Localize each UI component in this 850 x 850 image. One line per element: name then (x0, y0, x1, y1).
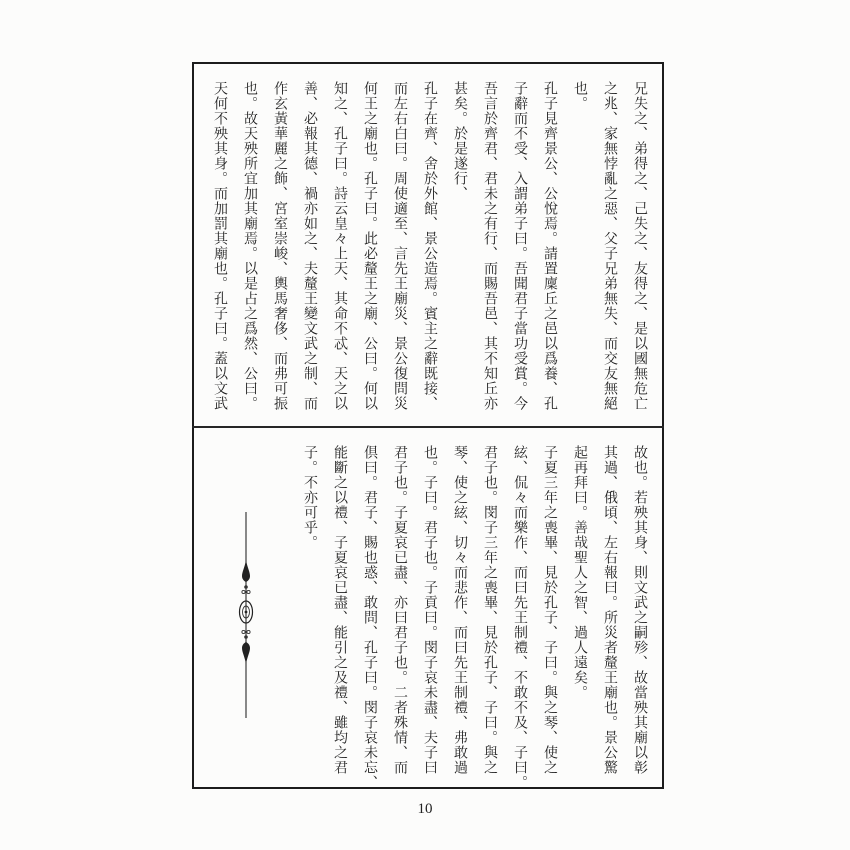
text-column: 甚矣。於是遂行、 (452, 81, 468, 201)
text-column: 起再拜曰。善哉聖人之智、過人遠矣。 (572, 445, 588, 700)
text-column: 孔子在齊、舍於外館、景公造焉。賓主之辭既接、 (422, 81, 438, 411)
text-column: 也。故天殃所宜加其廟焉。以是占之爲然、公曰。 (242, 81, 258, 411)
text-column: 君子也。閔子三年之喪畢、見於孔子、子曰。與之 (482, 445, 498, 775)
section-divider-line (192, 426, 664, 428)
text-column: 君子也。子夏哀已盡、亦曰君子也。二者殊情、而 (392, 445, 408, 775)
text-column: 倶曰。君子、賜也惑、敢問、孔子曰。閔子哀未忘、 (362, 445, 378, 790)
text-column: 子辭而不受、入謂弟子曰。吾聞君子當功受賞。今 (512, 81, 528, 411)
bottom-text-section (295, 445, 655, 790)
text-column: 絃、侃々而樂作、而曰先王制禮、不敢不及、子曰。 (512, 445, 528, 790)
text-column: 能斷之以禮、子夏哀已盡、能引之及禮、雖均之君 (332, 445, 348, 775)
text-column: 子夏三年之喪畢、見於孔子、子曰。與之琴、使之 (542, 445, 558, 775)
vertical-floral-divider-icon (236, 512, 256, 718)
text-column: 之兆、家無悖亂之惡、父子兄弟無失、而交友無絕 (602, 81, 618, 411)
text-column: 孔子見齊景公、公悅焉。請置廩丘之邑以爲養、孔 (542, 81, 558, 411)
text-column: 天何不殃其身。而加罰其廟也。孔子曰。蓋以文武 (212, 81, 228, 411)
text-column: 兄失之、弟得之、己失之、友得之、是以國無危亡 (632, 81, 648, 411)
text-column: 也。子曰。君子也。子貢曰。閔子哀未盡、夫子曰 (422, 445, 438, 775)
text-column: 善、必報其德、禍亦如之、夫釐王變文武之制、而 (302, 81, 318, 411)
text-column: 吾言於齊君、君未之有行、而賜吾邑、其不知丘亦 (482, 81, 498, 411)
text-column: 故也。若殃其身、則文武之嗣殄、故當殃其廟以彰 (632, 445, 648, 775)
text-column: 而左右白曰。周使適至、言先王廟災、景公復問災 (392, 81, 408, 411)
text-column: 作玄黃華麗之飾、宮室崇峻、輿馬奢侈、而弗可振 (272, 81, 288, 411)
text-column: 何王之廟也。孔子曰。此必釐王之廟、公曰。何以 (362, 81, 378, 411)
page-number: 10 (417, 801, 433, 817)
text-column: 子。不亦可乎。 (302, 445, 318, 550)
text-column: 知之、孔子曰。詩云皇々上天、其命不忒、天之以 (332, 81, 348, 411)
top-text-section (205, 81, 655, 421)
text-column: 其過、俄頃、左右報曰。所災者釐王廟也。景公驚 (602, 445, 618, 775)
text-column: 也。 (572, 81, 588, 111)
text-column: 琴、使之絃、切々而悲作、而曰先王制禮、弗敢過 (452, 445, 468, 775)
